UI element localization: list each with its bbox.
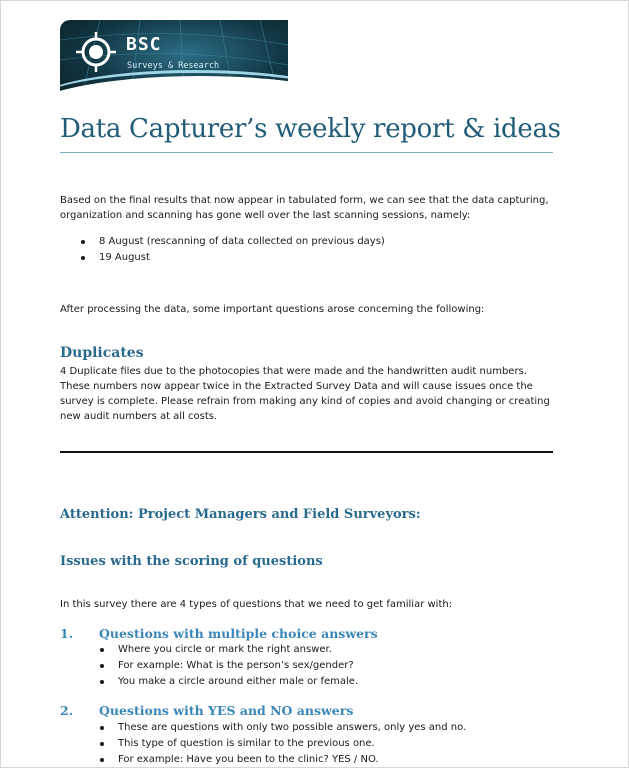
question-type-1-points (79, 642, 358, 690)
question-type-title: Questions with multiple choice answers (99, 626, 378, 641)
header-banner (60, 20, 288, 104)
processing-paragraph: After processing the data, some important questions arose concerning the following: (60, 304, 485, 315)
duplicates-paragraph: 4 Duplicate files due to the photocopies that were made and the handwritten audit numbers. These numbers now appear twice in the Extracted Survey Data and will cause issues once the survey is complete. Please refrain from making any kind of copies and avoid changing or creating new audit numbers at all costs. (60, 366, 550, 422)
duplicates-heading: Duplicates (60, 345, 144, 361)
list-item: 8 August (rescanning of data collected on previous days) (60, 234, 385, 250)
title-underline (60, 152, 553, 153)
list-item: For example: Have you been to the clinic? YES / NO. (79, 752, 466, 768)
crosshair-logo-icon (74, 30, 118, 74)
list-item: Where you circle or mark the right answer. (79, 642, 358, 658)
question-type-number: 1. (60, 626, 74, 641)
session-list (60, 234, 385, 266)
question-types-intro: In this survey there are 4 types of questions that we need to get familiar with: (60, 599, 453, 610)
brand-tagline: Surveys & Research (127, 61, 220, 71)
section-divider (60, 451, 553, 453)
list-item: For example: What is the person’s sex/gender? (79, 658, 358, 674)
list-item: You make a circle around either male or female. (79, 674, 358, 690)
attention-heading: Attention: Project Managers and Field Surveyors: (60, 507, 421, 522)
question-type-title: Questions with YES and NO answers (99, 703, 354, 718)
brand-name: BSC (126, 34, 162, 55)
question-type-2-points (79, 720, 466, 768)
list-item: 19 August (60, 250, 385, 266)
issues-heading: Issues with the scoring of questions (60, 554, 323, 569)
document-title: Data Capturer’s weekly report & ideas (60, 114, 561, 144)
question-type-number: 2. (60, 703, 74, 718)
intro-paragraph: Based on the final results that now appear in tabulated form, we can see that the data capturing, organization and scanning has gone well over the last scanning sessions, namely: (60, 195, 549, 221)
list-item: These are questions with only two possible answers, only yes and no. (79, 720, 466, 736)
list-item: This type of question is similar to the previous one. (79, 736, 466, 752)
